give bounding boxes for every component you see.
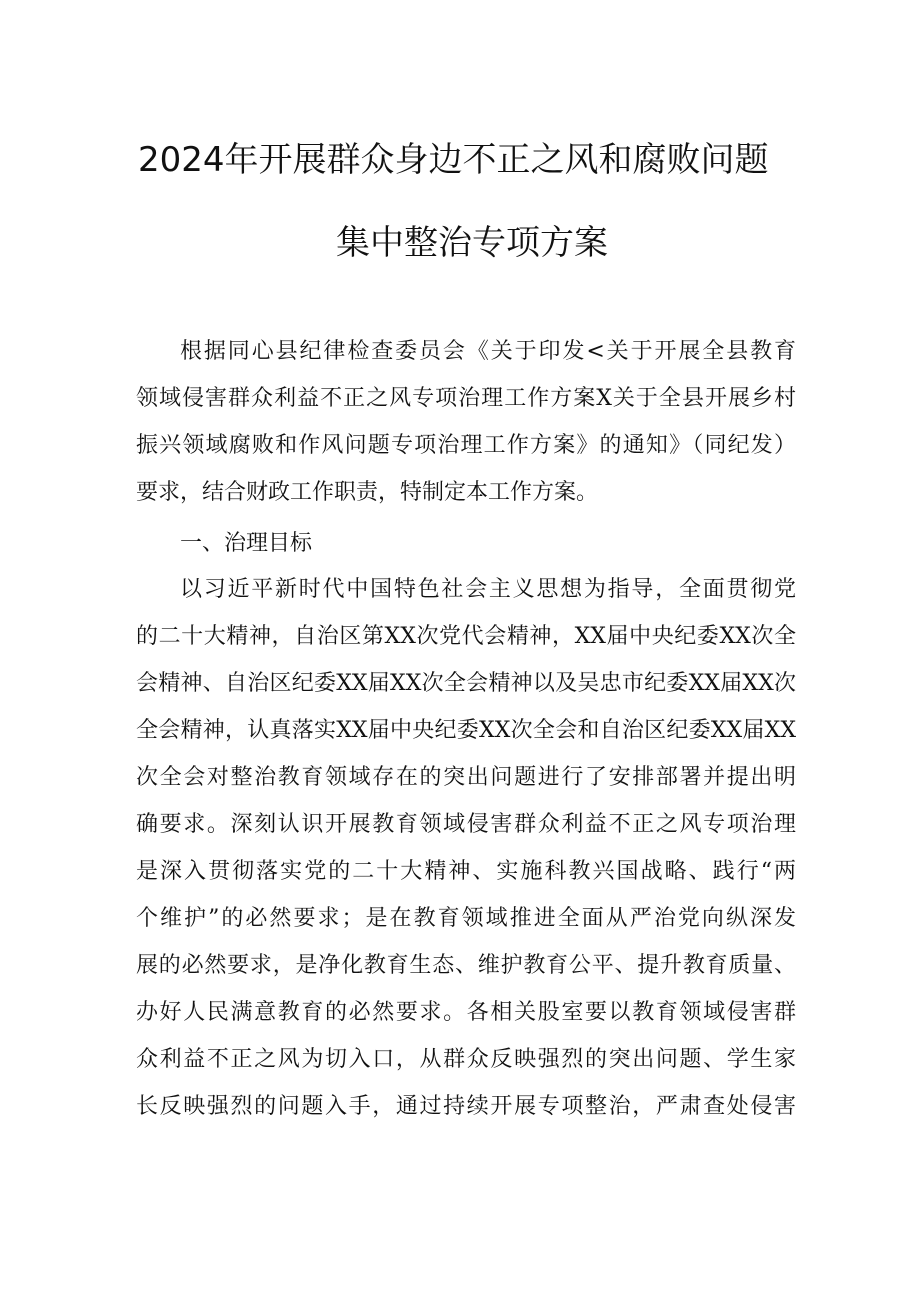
paragraph-line: 振兴领域腐败和作风问题专项治理工作方案》的通知》（同纪发） [136, 433, 796, 458]
section-heading [136, 520, 796, 567]
paragraph-line: 领域侵害群众利益不正之风专项治理工作方案X关于全县开展乡村 [136, 386, 796, 411]
paragraph-line: 众利益不正之风为切入口，从群众反映强烈的突出问题、学生家 [136, 1047, 796, 1072]
section-heading-text: 一、治理目标 [180, 531, 313, 556]
paragraph-line: 会精神、自治区纪委XX届XX次全会精神以及吴忠市纪委XX届XX次 [136, 671, 796, 696]
paragraph-line: 长反映强烈的问题入手，通过持续开展专项整治，严肃查处侵害 [136, 1094, 796, 1119]
paragraph-line: 展的必然要求，是净化教育生态、维护教育公平、提升教育质量、 [136, 953, 796, 978]
paragraph-line: 次全会对整治教育领域存在的突出问题进行了安排部署并提出明 [136, 765, 796, 790]
paragraph-intro [136, 328, 796, 516]
paragraph-line: 的二十大精神，自治区第XX次党代会精神，XX届中央纪委XX次全 [136, 624, 796, 649]
document-title-line-1: 2024年开展群众身边不正之风和腐败问题 [138, 140, 769, 180]
paragraph-line: 全会精神，认真落实XX届中央纪委XX次全会和自治区纪委XX届XX [136, 718, 796, 743]
paragraph-line: 要求，结合财政工作职责，特制定本工作方案。 [136, 480, 599, 505]
document-title-line-2: 集中整治专项方案 [336, 223, 608, 263]
paragraph-line: 个维护”的必然要求；是在教育领域推进全面从严治党向纵深发 [136, 906, 796, 931]
paragraph-line: 以习近平新时代中国特色社会主义思想为指导，全面贯彻党 [180, 577, 796, 602]
paragraph-line: 根据同心县纪律检查委员会《关于印发<关于开展全县教育 [180, 339, 796, 364]
paragraph-line: 是深入贯彻落实党的二十大精神、实施科教兴国战略、践行“两 [136, 859, 796, 884]
paragraph-line: 办好人民满意教育的必然要求。各相关股室要以教育领域侵害群 [136, 1000, 796, 1025]
paragraph-line: 确要求。深刻认识开展教育领域侵害群众利益不正之风专项治理 [136, 812, 796, 837]
paragraph-goals [136, 566, 796, 1130]
